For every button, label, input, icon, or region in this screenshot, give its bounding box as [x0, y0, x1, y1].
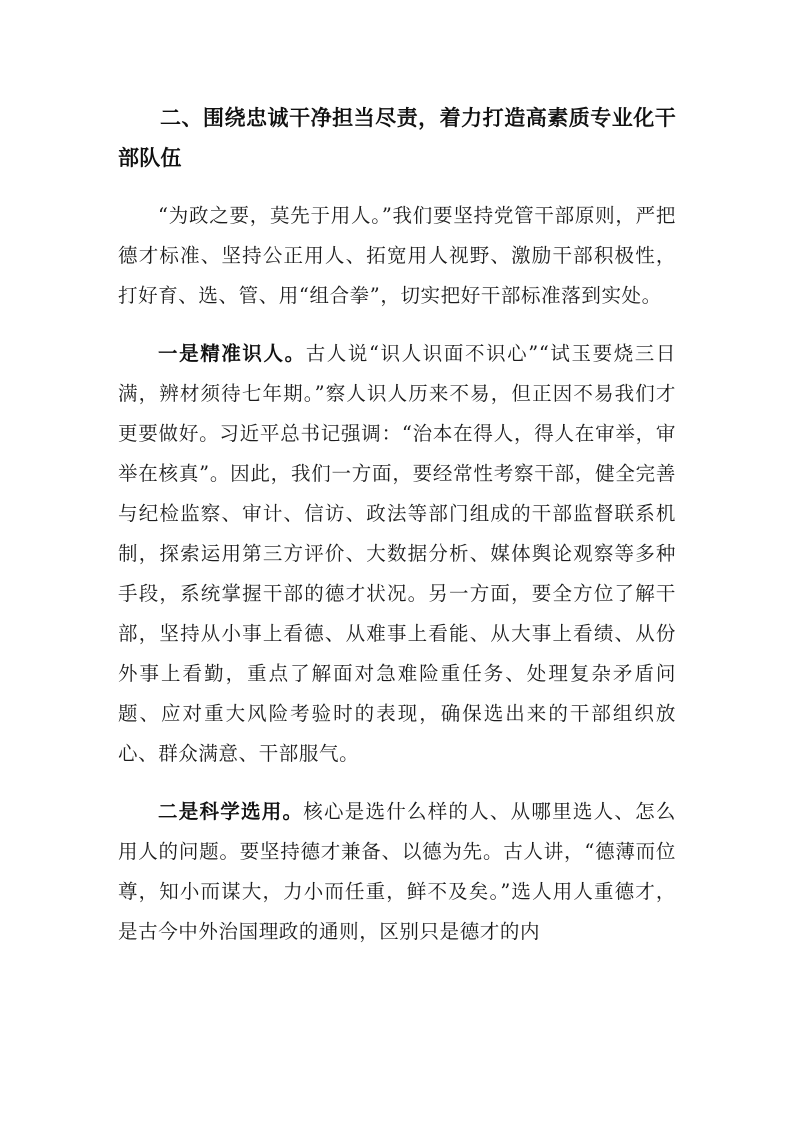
section-heading: 二、围绕忠诚干净担当尽责，着力打造高素质专业化干部队伍 — [118, 106, 676, 170]
paragraph-scientific-selection — [118, 792, 676, 952]
paragraph-lead: 一是精准识人。 — [158, 342, 306, 365]
paragraph-text: 核心是选什么样的人、从哪里选人、怎么用人的问题。要坚持德才兼备、以德为先。古人讲，“德薄而位尊，知小而谋大，力小而任重，鲜不及矣。”选人用人重德才，是古今中外治国理政的通则，区别只是德才的内 — [118, 800, 676, 943]
paragraph-lead: 二是科学选用。 — [158, 800, 304, 823]
paragraph-accurate-identification — [118, 334, 676, 774]
intro-paragraph — [118, 196, 676, 316]
paragraph-text: “为政之要，莫先于用人。”我们要坚持党管干部原则，严把德才标准、坚持公正用人、拓宽用人视野、激励干部积极性，打好育、选、管、用“组合拳”，切实把好干部标准落到实处。 — [118, 204, 676, 307]
paragraph-text: 古人说“识人识面不识心”“试玉要烧三日满，辨材须待七年期。”察人识人历来不易，但正因不易我们才更要做好。习近平总书记强调：“治本在得人，得人在审举，审举在核真”。因此，我们一方面，要经常性考察干部，健全完善与纪检监察、审计、信访、政法等部门组成的干部监督联系机制，探索运用第三方评价、大数据分析、媒体舆论观察等多种手段，系统掌握干部的德才状况。另一方面，要全方位了解干部，坚持从小事上看德、从难事上看能、从大事上看绩、从份外事上看勤，重点了解面对急难险重任务、处理复杂矛盾问题、应对重大风险考验时的表现，确保选出来的干部组织放心、群众满意、干部服气。 — [118, 342, 676, 765]
document-body — [118, 98, 676, 952]
